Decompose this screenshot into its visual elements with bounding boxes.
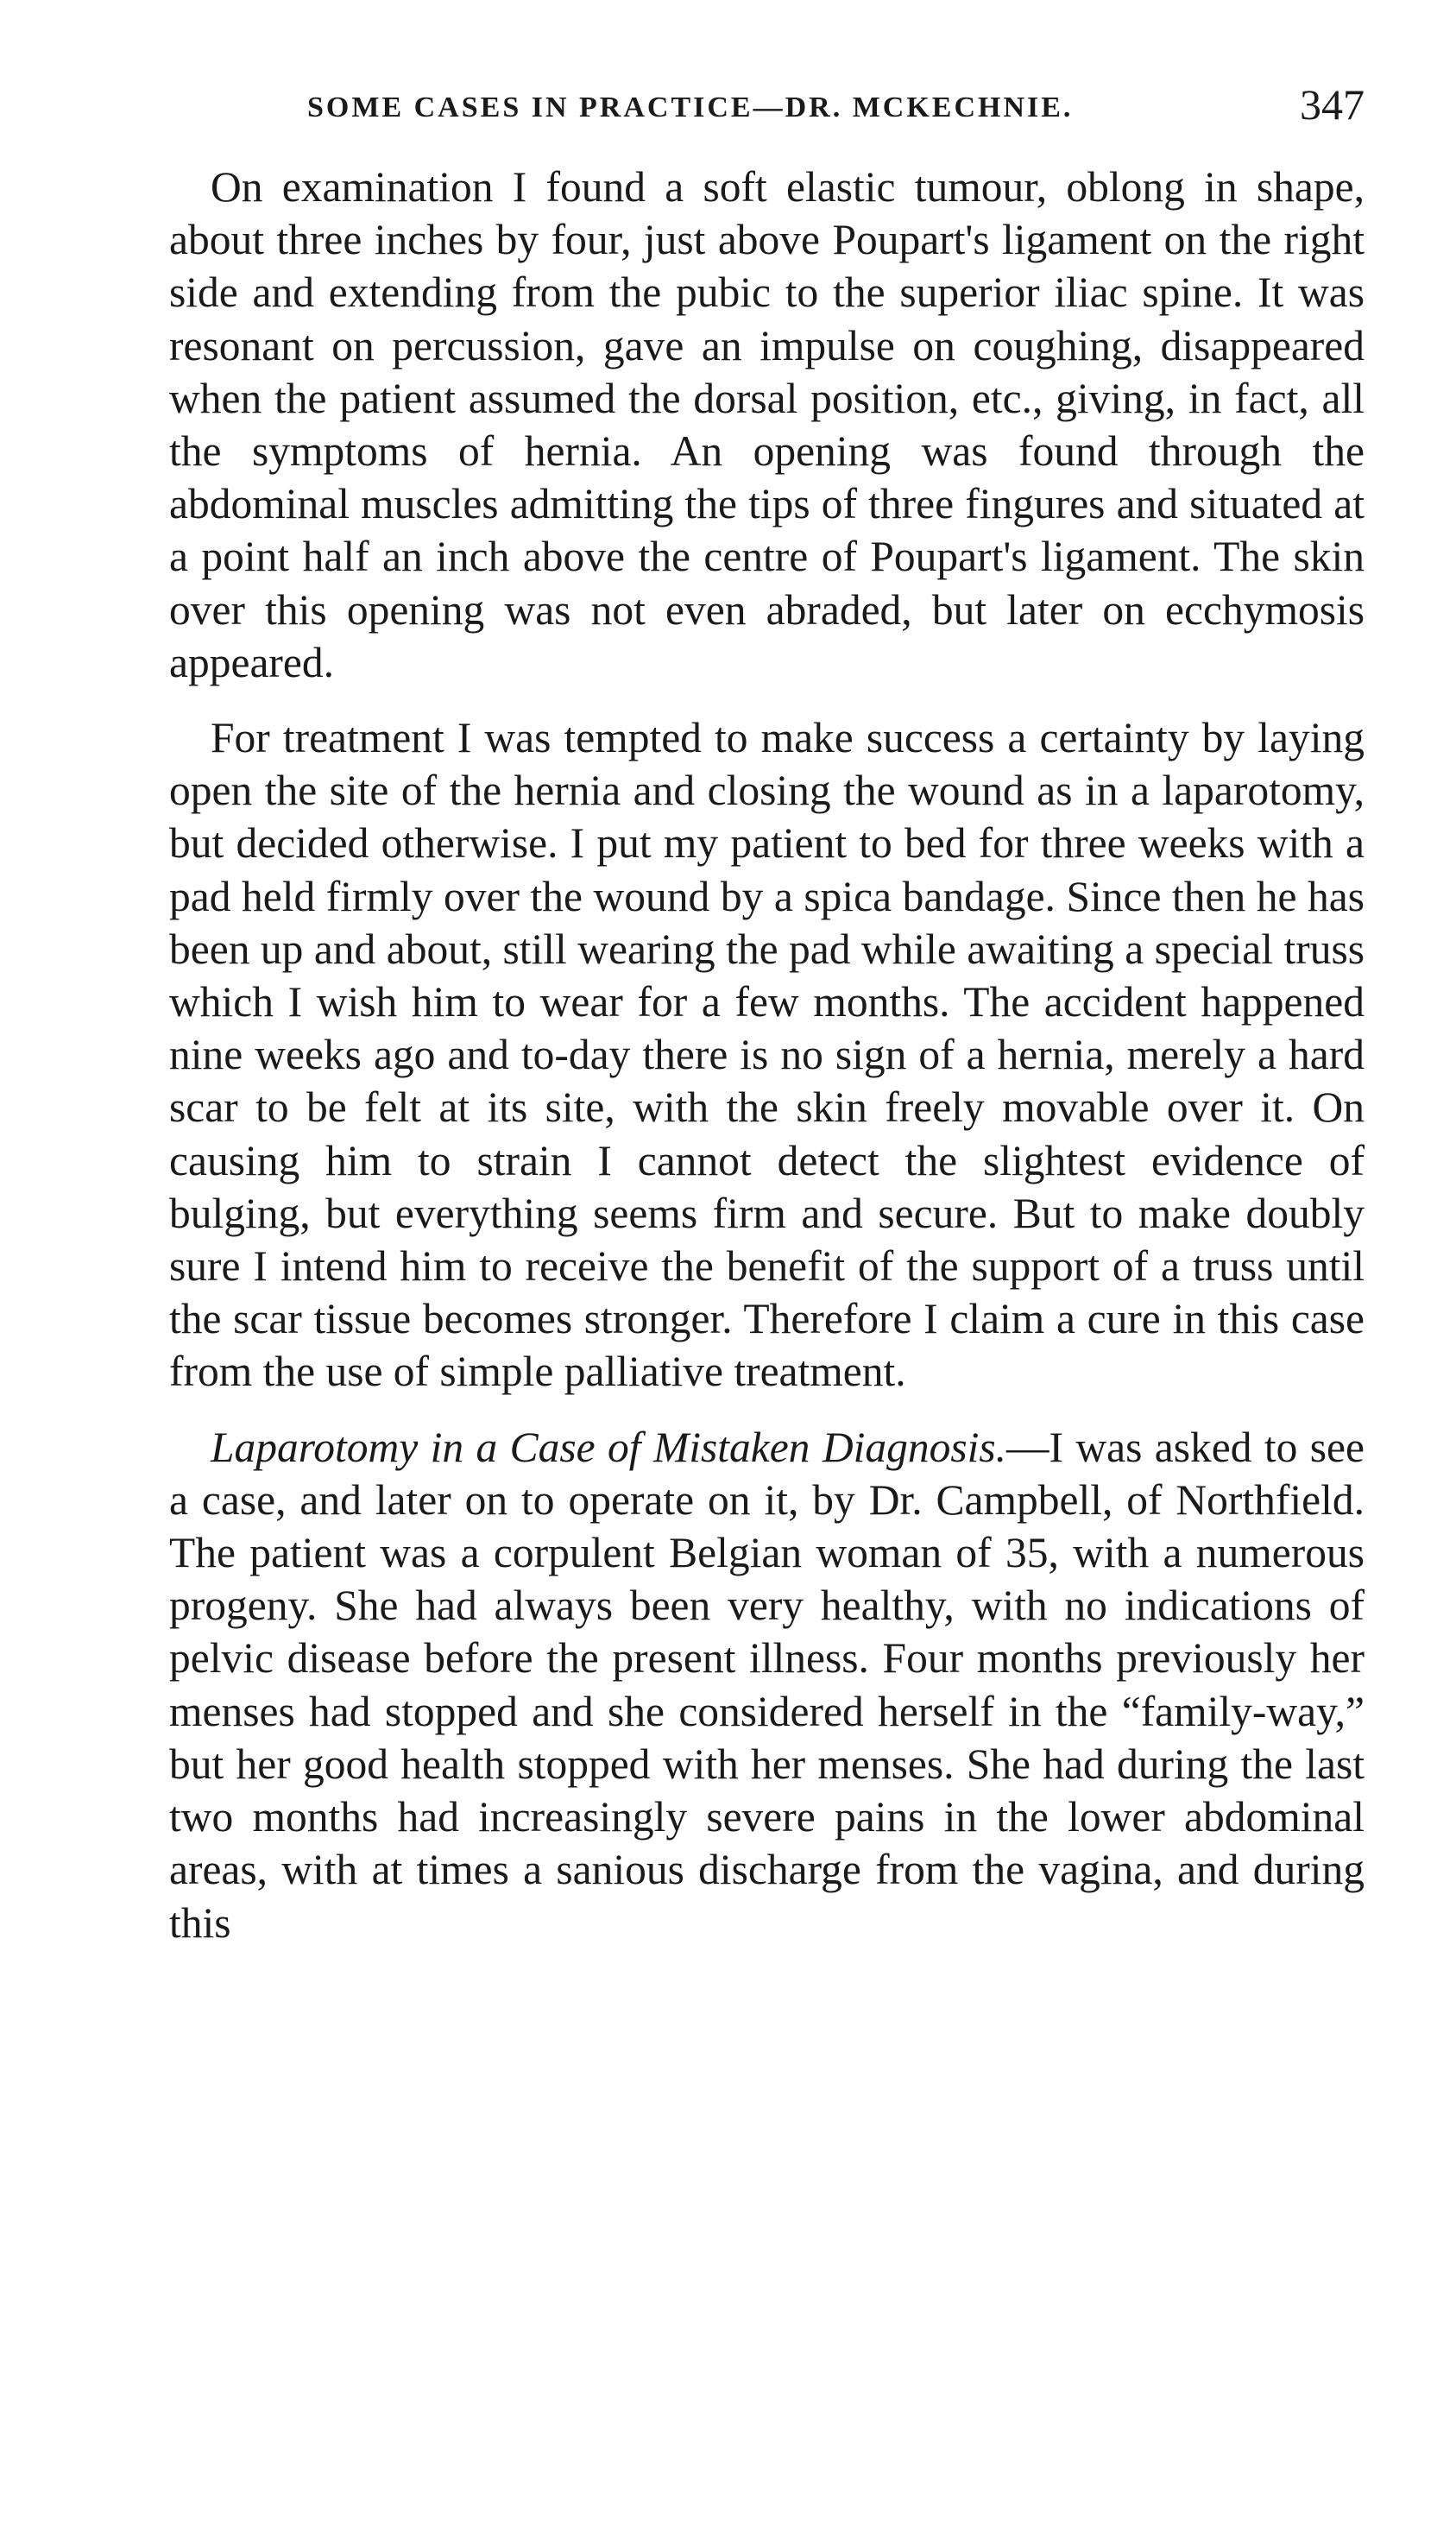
paragraph-text: On examination I found a soft elastic tumour, oblong in shape, about three inches by four, just above Poupart's ligament on the right side and extending from the pubic to the superior iliac spine. It was resonant on percussion, gave an impulse on coughing, disappeared when the patient assumed the dorsal position, etc., giving, in fact, all the symptoms of hernia. An opening was found through the abdominal muscles admitting the tips of three fingures and situated at a point half an inch above the centre of Poupart's ligament. The skin over this opening was not even abraded, but later on ecchymosis appeared. xyxy=(169,163,1365,686)
page-number: 347 xyxy=(1300,80,1365,129)
running-head xyxy=(169,79,1365,140)
paragraph-laparotomy-case xyxy=(169,1421,1365,1949)
paragraph-treatment xyxy=(169,711,1365,1399)
paragraph-text: —I was asked to see a case, and later on to operate on it, by Dr. Campbell, of Northfield. The patient was a corpulent Belgian woman of 35, with a numerous progeny. She had always been very healthy, with no indications of pelvic disease before the present illness. Four months previously her menses had stopped and she considered herself in the “family-way,” but her good health stopped with her menses. She had during the last two months had increasingly severe pains in the lower abdominal areas, with at times a sanious discharge from the vagina, and during this xyxy=(169,1423,1365,1947)
running-title: SOME CASES IN PRACTICE—DR. MCKECHNIE. xyxy=(307,92,1074,123)
case-title: Laparotomy in a Case of Mistaken Diagnosis. xyxy=(211,1423,1006,1471)
paragraph-text: For treatment I was tempted to make success a certainty by laying open the site of the hernia and closing the wound as in a laparotomy, but decided otherwise. I put my patient to bed for three weeks with a pad held firmly over the wound by a spica bandage. Since then he has been up and about, still wearing the pad while awaiting a special truss which I wish him to wear for a few months. The accident happened nine weeks ago and to-day there is no sign of a hernia, merely a hard scar to be felt at its site, with the skin freely movable over it. On causing him to strain I cannot detect the slightest evidence of bulging, but everything seems firm and secure. But to make doubly sure I intend him to receive the benefit of the support of a truss until the scar tissue becomes stronger. Therefore I claim a cure in this case from the use of simple palliative treatment. xyxy=(169,714,1365,1396)
paragraph-examination xyxy=(169,161,1365,689)
body-text xyxy=(169,161,1365,1972)
